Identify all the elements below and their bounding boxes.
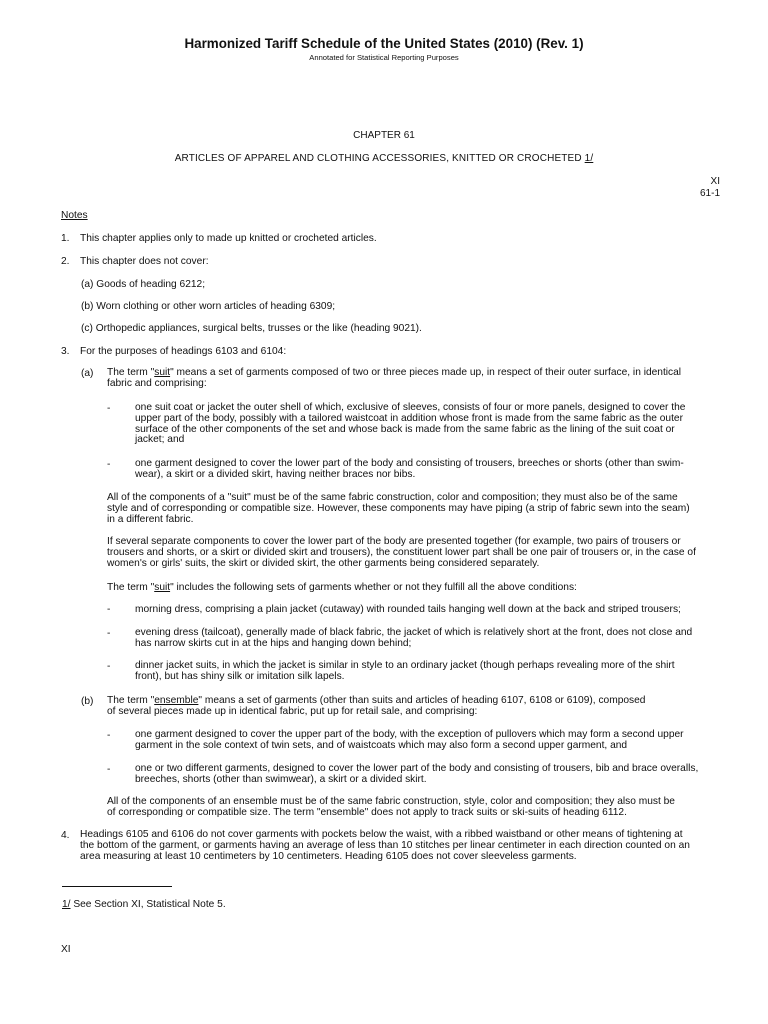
note-3b-paragraph-1: All of the components of an ensemble must be of the same fabric construction, style, color and composition; they also must be of corresponding or compatible size. The term "ensemble" does not apply to track suits or ski-suits of heading 6112.	[107, 796, 675, 818]
term-suit: suit	[154, 582, 171, 593]
note-3b-intro	[107, 696, 645, 718]
note-3a-intro	[107, 368, 681, 390]
note-2b: (b) Worn clothing or other worn articles of heading 6309;	[81, 301, 336, 312]
note-1-text: This chapter applies only to made up knitted or crocheted articles.	[80, 233, 377, 244]
note-3a-label: (a)	[81, 368, 94, 379]
note-3a-item-5: dinner jacket suits, in which the jacket is similar in style to an ordinary jacket (though perhaps revealing more of the shirt front), but has shiny silk or imitation silk lapels.	[135, 660, 675, 682]
term-suit: suit	[154, 367, 171, 378]
note-3b-label: (b)	[81, 696, 94, 707]
note-3b-item-2: one or two different garments, designed to cover the lower part of the body and consisting of trousers, bib and brace overalls, breeches, shorts (other than swimwear), a skirt or a divided skirt.	[135, 763, 699, 785]
note-3a-intro-line-1: The term "suit" means a set of garments composed of two or three pieces made up, in respect of their outer surface, in identical	[107, 367, 682, 378]
dash-bullet: -	[107, 459, 111, 470]
note-3a-intro-line-2: fabric and comprising:	[107, 377, 207, 389]
note-3a-item-1: one suit coat or jacket the outer shell of which, exclusive of sleeves, consists of four or more panels, designed to cover the upper part of the body, possibly with a tailored waistcoat in addition whose front is made from the same fabric as the outer surface of the other components of the set and whose back is made from the same fabric as the lining of the suit coat or jacket; and	[135, 402, 686, 446]
note-1-number: 1.	[61, 233, 70, 244]
note-3b-intro-line-2: of several pieces made up in identical fabric, put up for retail sale, and comprising:	[107, 705, 478, 717]
footer-section: XI	[61, 944, 71, 955]
footnote-text: See Section XI, Statistical Note 5.	[70, 899, 226, 910]
notes-heading: Notes	[61, 210, 88, 221]
note-2-text: This chapter does not cover:	[80, 256, 209, 267]
note-3a-item-3: morning dress, comprising a plain jacket (cutaway) with rounded tails hanging well down at the back and striped trousers;	[135, 604, 681, 615]
footnote-divider	[62, 886, 172, 887]
section-number: XI	[710, 176, 720, 187]
dash-bullet: -	[107, 604, 111, 615]
note-3a-paragraph-2: If several separate components to cover the lower part of the body are presented together (for example, two pairs of trousers or trousers and shorts, or a skirt or divided skirt and trousers), the constituent lower part shall be one pair of trousers or, in the case of women's or girls' suits, the skirt or divided skirt, the other garments being considered separately.	[107, 536, 696, 569]
dash-bullet: -	[107, 628, 111, 639]
note-3a-item-4: evening dress (tailcoat), generally made of black fabric, the jacket of which is relatively short at the front, does not close and has narrow skirts cut in at the hips and hanging down behind;	[135, 627, 693, 649]
note-2a: (a) Goods of heading 6212;	[81, 279, 206, 290]
chapter-label: CHAPTER 61	[353, 130, 415, 141]
note-3a-paragraph-1: All of the components of a "suit" must be of the same fabric construction, color and composition; they must also be of the same style and of corresponding or compatible size. However, these components may have piping (a strip of fabric sewn into the seam) in a different fabric.	[107, 492, 690, 525]
chapter-title	[0, 153, 768, 164]
note-4-number: 4.	[61, 830, 70, 841]
dash-bullet: -	[107, 661, 111, 672]
note-3b-intro-line-1: The term "ensemble" means a set of garments (other than suits and articles of heading 6107, 6108 or 6109), composed	[107, 695, 646, 706]
footnote	[62, 899, 226, 910]
note-2-number: 2.	[61, 256, 70, 267]
dash-bullet: -	[107, 764, 111, 775]
dash-bullet: -	[107, 403, 111, 414]
note-3-number: 3.	[61, 346, 70, 357]
chapter-footnote-ref[interactable]: 1/	[584, 153, 594, 164]
section-page-ref	[660, 176, 720, 200]
footnote-ref: 1/	[62, 899, 71, 910]
note-3b-item-1: one garment designed to cover the upper part of the body, with the exception of pullovers which may form a second upper garment in the sole context of twin sets, and of waistcoats which may also form a second upper garment, and	[135, 729, 684, 751]
note-3a-item-2: one garment designed to cover the lower part of the body and consisting of trousers, breeches or shorts (other than swim- wear), a skirt or a divided skirt, having neither braces nor bibs.	[135, 458, 684, 480]
note-3-text: For the purposes of headings 6103 and 6104:	[80, 346, 287, 357]
page-number: 61-1	[699, 188, 720, 199]
dash-bullet: -	[107, 730, 111, 741]
document-title: Harmonized Tariff Schedule of the United States (2010) (Rev. 1)	[184, 36, 584, 51]
document-subtitle: Annotated for Statistical Reporting Purposes	[309, 53, 459, 62]
term-ensemble: ensemble	[154, 695, 199, 706]
note-4-text: Headings 6105 and 6106 do not cover garments with pockets below the waist, with a ribbed waistband or other means of tightening at the bottom of the garment, or garments having an average of less than 10 stitches per linear centimeter in each direction counted on an area measuring at least 10 centimeters by 10 centimeters. Heading 6105 does not cover sleeveless garments.	[80, 829, 690, 862]
note-2c: (c) Orthopedic appliances, surgical belts, trusses or the like (heading 9021).	[81, 323, 422, 334]
chapter-title-text: ARTICLES OF APPAREL AND CLOTHING ACCESSORIES, KNITTED OR CROCHETED	[174, 153, 585, 164]
note-3a-paragraph-3: The term "suit" includes the following sets of garments whether or not they fulfill all the above conditions:	[107, 582, 577, 593]
